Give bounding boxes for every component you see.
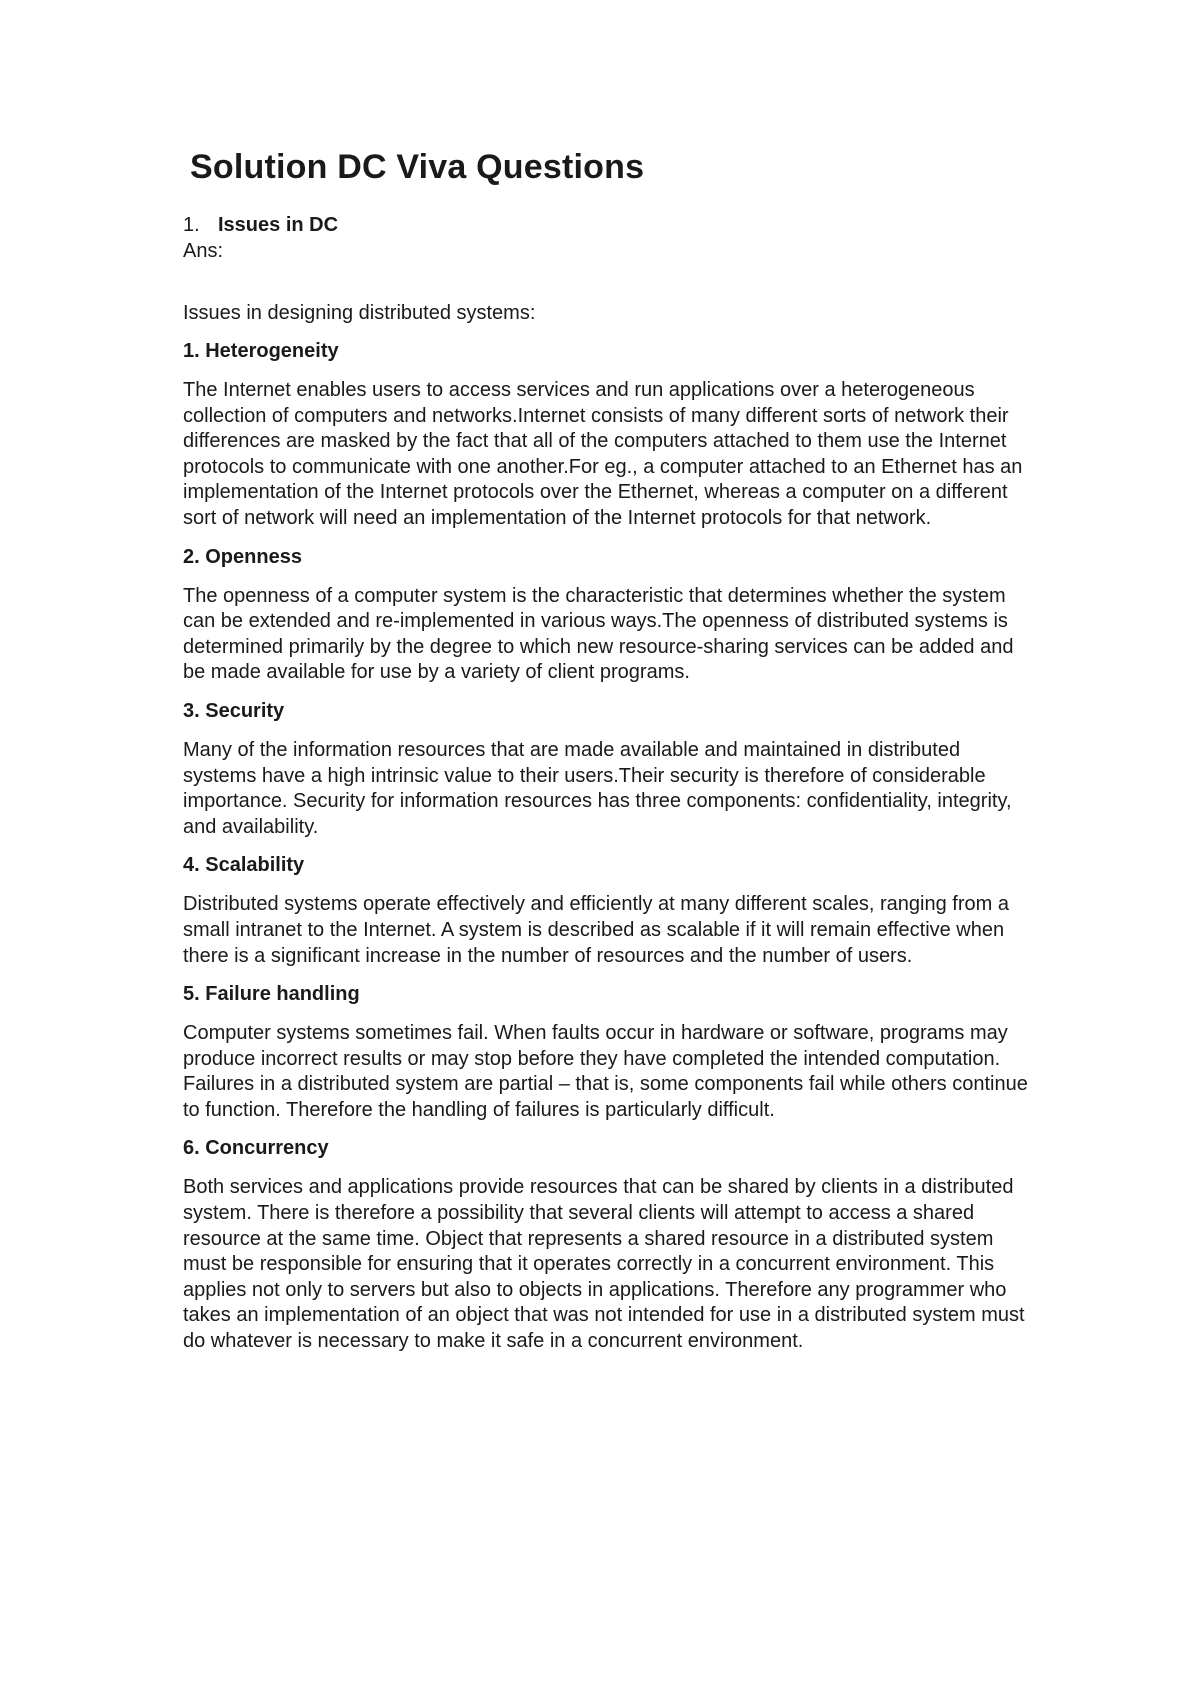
section-heading: 4. Scalability — [183, 854, 305, 877]
section-heterogeneity — [183, 338, 1028, 532]
answer-prefix: Ans: — [183, 240, 224, 262]
question-label: Issues in DC — [218, 214, 339, 236]
section-scalability — [183, 852, 1028, 969]
question-number: 1. — [183, 214, 200, 236]
section-heading: 1. Heterogeneity — [183, 340, 339, 362]
section-failure-handling — [183, 981, 1028, 1123]
page-title: Solution DC Viva Questions — [190, 148, 645, 186]
section-heading: 5. Failure handling — [183, 983, 360, 1006]
section-heading: 2. Openness — [183, 545, 302, 568]
section-body: The Internet enables users to access services and run applications over a heterogeneous collection of computers and networks.Internet consists of many different sorts of network their differences are masked by the fact that all of the computers attached to them use the Internet protocols to communicate with one another.For eg., a computer attached to an Ethernet has an implementation of the Internet protocols over the Ethernet, whereas a computer on a different sort of network will need an implementation of the Internet protocols for that network. — [183, 379, 1023, 529]
intro-text: Issues in designing distributed systems: — [183, 302, 536, 324]
section-openness — [183, 544, 1028, 686]
section-body: The openness of a computer system is the characteristic that determines whether the system can be extended and re-implemented in various ways.The openness of distributed systems is determined primarily by the degree to which new resource-sharing services can be added and be made available for use by a variety of client programs. — [183, 584, 1014, 684]
section-heading: 6. Concurrency — [183, 1137, 329, 1160]
section-body: Both services and applications provide resources that can be shared by clients in a distributed system. There is therefore a possibility that several clients will attempt to access a shared resource at the same time. Object that represents a shared resource in a distributed system must be responsible for ensuring that it operates correctly in a concurrent environment. This applies not only to servers but also to objects in applications. Therefore any programmer who takes an implementation of an object that was not intended for use in a distributed system must do whatever is necessary to make it safe in a concurrent environment. — [183, 1176, 1025, 1353]
section-body: Computer systems sometimes fail. When faults occur in hardware or software, programs may produce incorrect results or may stop before they have completed the intended computation. Failures in a distributed system are partial – that is, some components fail while others continue to function. Therefore the handling of failures is particularly difficult. — [183, 1022, 1028, 1121]
document-content — [183, 146, 1028, 1355]
section-security — [183, 698, 1028, 840]
section-body: Distributed systems operate effectively and efficiently at many different scales, ranging from a small intranet to the Internet. A system is described as scalable if it will remain effective when there is a significant increase in the number of resources and the number of users. — [183, 893, 1009, 967]
section-concurrency — [183, 1135, 1028, 1354]
question-heading — [183, 212, 1028, 238]
section-body: Many of the information resources that are made available and maintained in distributed systems have a high intrinsic value to their users.Their security is therefore of considerable importance. Security for information resources has three components: confidentiality, integrity, and availability. — [183, 738, 1012, 838]
section-heading: 3. Security — [183, 699, 285, 722]
